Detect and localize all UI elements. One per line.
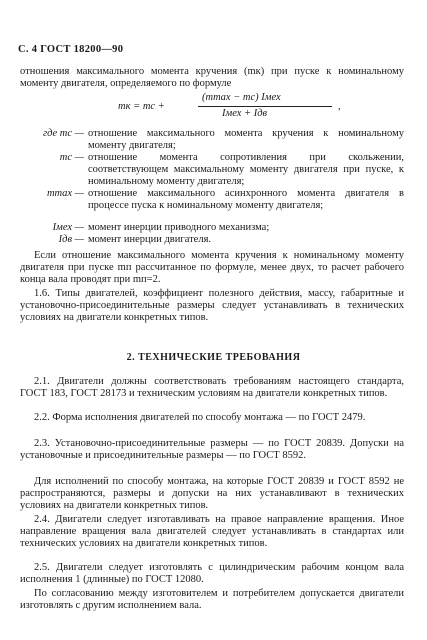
paragraph-calculation: Если отношение максимального момента кручения к номинальному моменту двигателя при пуске mп рассчитанное по формуле, менее двух, то расчет рабочего конца вала проводят при mп=2.	[20, 250, 404, 285]
page-header: С. 4 ГОСТ 18200—90	[18, 44, 124, 55]
definition-item	[20, 222, 404, 234]
intro-paragraph: отношения максимального момента кручения (mк) при пуске к номинальному моменту двигателя, определяемого по формуле	[20, 66, 404, 89]
paragraph-agreement: По согласованию между изготовителем и потребителем допускается двигатели изготовлять с другим исполнением вала.	[20, 588, 404, 611]
definition-symbol: Iдв —	[58, 234, 84, 245]
formula-lhs: mк = mс +	[118, 101, 165, 112]
definition-symbol: mс —	[59, 152, 84, 163]
definition-item	[20, 234, 404, 246]
definition-text: момент инерции приводного механизма;	[88, 222, 270, 233]
formula-numerator: (mmax − mс) Iмех	[202, 92, 281, 103]
paragraph-2-5: 2.5. Двигатели следует изготовлять с цилиндрическим рабочим концом вала исполнения 1 (длинные) по ГОСТ 12080.	[20, 562, 404, 585]
definition-text: отношение максимального асинхронного момента двигателя в процессе пуска к номинальному моменту двигателя;	[88, 188, 404, 211]
paragraph-2-4: 2.4. Двигатели следует изготавливать на правое направление вращения. Иное направление вращения вала двигателей следует устанавливать в стандартах или технических условиях на двигатели конкретных типов.	[20, 514, 404, 549]
paragraph-mounting: Для исполнений по способу монтажа, на которые ГОСТ 20839 и ГОСТ 8592 не распространяются, размеры и допуски на них устанавливают в технических условиях на двигатели конкретных типов.	[20, 476, 404, 511]
section-title: 2. ТЕХНИЧЕСКИЕ ТРЕБОВАНИЯ	[126, 352, 301, 363]
formula-denominator: Iмех + Iдв	[222, 108, 268, 119]
fraction-bar	[198, 106, 332, 107]
definition-item	[20, 188, 404, 224]
paragraph-2-3: 2.3. Установочно-присоединительные размеры — по ГОСТ 20839. Допуски на установочные и присоединительные размеры — по ГОСТ 8592.	[20, 438, 404, 461]
paragraph-1-6: 1.6. Типы двигателей, коэффициент полезного действия, массу, габаритные и установочно-присоединительные размеры следует устанавливать в технических условиях на двигатели конкретных типов.	[20, 288, 404, 323]
definition-item	[20, 128, 404, 152]
definition-item	[20, 152, 404, 188]
definition-symbol: mmax —	[46, 188, 84, 199]
paragraph-2-2: 2.2. Форма исполнения двигателей по способу монтажа — по ГОСТ 2479.	[34, 412, 366, 423]
paragraph-2-1: 2.1. Двигатели должны соответствовать требованиям настоящего стандарта, ГОСТ 183, ГОСТ 28173 и техническим условиям на двигатели конкретных типов.	[20, 376, 404, 399]
definition-text: момент инерции двигателя.	[88, 234, 212, 245]
formula	[118, 92, 418, 126]
definition-symbol: где mс —	[42, 128, 84, 139]
formula-trail: ,	[338, 101, 341, 112]
definition-symbol: Iмех —	[52, 222, 84, 233]
definition-text: отношение момента сопротивления при скольжении, соответствующем максимальному моменту двигателя при пуске, к номинальному моменту двигателя;	[88, 152, 404, 187]
definition-text: отношение максимального момента кручения к номинальному моменту двигателя;	[88, 128, 404, 151]
